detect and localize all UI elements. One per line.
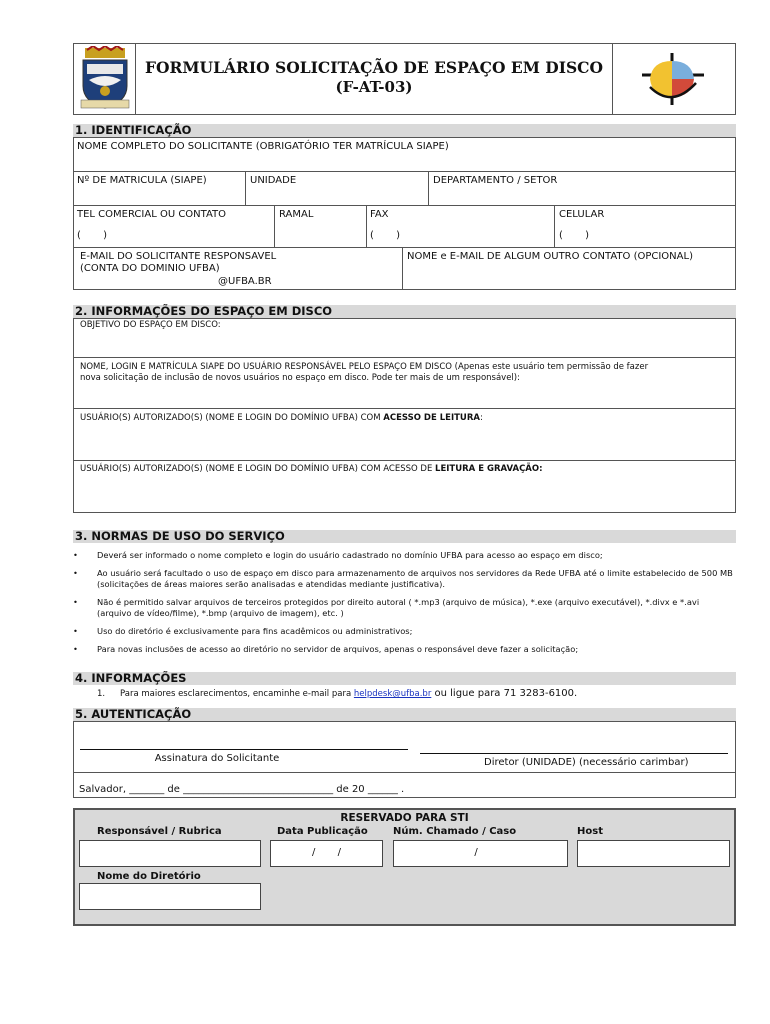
normas-list [73, 550, 733, 662]
sti-diretorio-label: Nome do Diretório [97, 871, 201, 882]
form-code: (F-AT-03) [335, 78, 413, 96]
data-local-line[interactable]: Salvador, _______ de ______________________________ de 20 ______ . [79, 784, 405, 795]
ramal-field[interactable]: RAMAL [279, 209, 314, 220]
sti-responsavel-label: Responsável / Rubrica [97, 826, 222, 837]
objetivo-field[interactable]: OBJETIVO DO ESPAÇO EM DISCO: [80, 320, 221, 330]
celular-field[interactable]: CELULAR [559, 209, 605, 220]
informacoes-num: 1. [97, 689, 106, 699]
unidade-field[interactable]: UNIDADE [250, 175, 297, 186]
gravacao-bold: LEITURA E GRAVAÇÃO: [435, 464, 543, 474]
sti-diretorio-input[interactable] [79, 883, 261, 910]
departamento-field[interactable]: DEPARTAMENTO / SETOR [433, 175, 558, 186]
email-domain: @UFBA.BR [218, 276, 272, 287]
sti-title: RESERVADO PARA STI [340, 812, 469, 824]
leitura-field[interactable] [80, 413, 483, 424]
outro-contato-field[interactable]: NOME e E-MAIL DE ALGUM OUTRO CONTATO (OPCIONAL) [407, 251, 693, 262]
assinatura-diretor[interactable]: Diretor (UNIDADE) (necessário carimbar) [484, 757, 689, 768]
section-autenticacao: 5. AUTENTICAÇÃO [73, 708, 736, 721]
email-field-label[interactable]: E-MAIL DO SOLICITANTE RESPONSAVEL [80, 251, 277, 262]
assinatura-solicitante[interactable]: Assinatura do Solicitante [154, 753, 280, 764]
form-title: FORMULÁRIO SOLICITAÇÃO DE ESPAÇO EM DISCO [145, 58, 603, 77]
list-item: • Para novas inclusões de acesso ao diretório no servidor de arquivos, apenas o responsável deve fazer a solicitação; [73, 644, 733, 655]
sti-data-label: Data Publicação [277, 826, 368, 837]
informacoes-post: ou ligue para 71 3283-6100. [431, 688, 578, 699]
list-item: • Deverá ser informado o nome completo e login do usuário cadastrado no domínio UFBA para acesso ao espaço em disco; [73, 550, 733, 561]
sti-chamado-slash: / [474, 847, 478, 858]
tel-field[interactable]: TEL COMERCIAL OU CONTATO [77, 209, 227, 220]
gravacao-field[interactable] [80, 464, 543, 475]
responsavel-field-l1[interactable]: NOME, LOGIN E MATRÍCULA SIAPE DO USUÁRIO RESPONSÁVEL PELO ESPAÇO EM DISCO (Apenas este usuário tem permissão de fazer [80, 362, 649, 372]
leitura-text: USUÁRIO(S) AUTORIZADO(S) (NOME E LOGIN DO DOMÍNIO UFBA) COM [80, 413, 384, 423]
sti-host-input[interactable] [577, 840, 730, 867]
fax-paren: ( ) [370, 230, 401, 241]
responsavel-field-l2: nova solicitação de inclusão de novos usuários no espaço em disco. Pode ter mais de um responsável): [80, 373, 520, 383]
helpdesk-email-link[interactable]: helpdesk@ufba.br [353, 689, 432, 699]
celular-paren: ( ) [559, 230, 590, 241]
sti-data-slashes: / / [312, 847, 341, 858]
tel-paren: ( ) [77, 230, 108, 241]
email-field-sublabel: (CONTA DO DOMINIO UFBA) [80, 263, 220, 274]
sti-responsavel-input[interactable] [79, 840, 261, 867]
sti-host-label: Host [577, 826, 603, 837]
sti-chamado-label: Núm. Chamado / Caso [393, 826, 517, 837]
nome-completo-field[interactable]: NOME COMPLETO DO SOLICITANTE (OBRIGATÓRIO TER MATRÍCULA SIAPE) [77, 141, 449, 152]
section-informacoes: 4. INFORMAÇÕES [73, 672, 736, 685]
ufba-crest-logo [79, 46, 131, 110]
informacoes-pre: Para maiores esclarecimentos, encaminhe e-mail para [120, 689, 354, 699]
leitura-bold: ACESSO DE LEITURA [383, 413, 480, 423]
section-espaco: 2. INFORMAÇÕES DO ESPAÇO EM DISCO [73, 305, 736, 318]
informacoes-text [120, 688, 577, 700]
section-identificacao: 1. IDENTIFICAÇÃO [73, 124, 736, 137]
section-normas: 3. NORMAS DE USO DO SERVIÇO [73, 530, 736, 543]
list-item: • Ao usuário será facultado o uso de espaço em disco para armazenamento de arquivos nos servidores da Rede UFBA até o limite estabelecido de 500 MB (solicitações de áreas maiores serão analisadas e atendidas mediante justificativa). [73, 568, 733, 590]
sti-logo [630, 47, 714, 111]
list-item: • Não é permitido salvar arquivos de terceiros protegidos por direito autoral ( *.mp3 (arquivo de música), *.exe (arquivo executável), *.divx e *.avi (arquivo de vídeo/filme), *.bmp (arquivo de imagem), etc. ) [73, 597, 733, 619]
leitura-colon: : [479, 413, 483, 423]
list-item: • Uso do diretório é exclusivamente para fins acadêmicos ou administrativos; [73, 626, 733, 637]
matricula-field[interactable]: Nº DE MATRICULA (SIAPE) [77, 175, 207, 186]
gravacao-text: USUÁRIO(S) AUTORIZADO(S) (NOME E LOGIN DO DOMÍNIO UFBA) COM ACESSO DE [80, 464, 436, 474]
fax-field[interactable]: FAX [370, 209, 389, 220]
